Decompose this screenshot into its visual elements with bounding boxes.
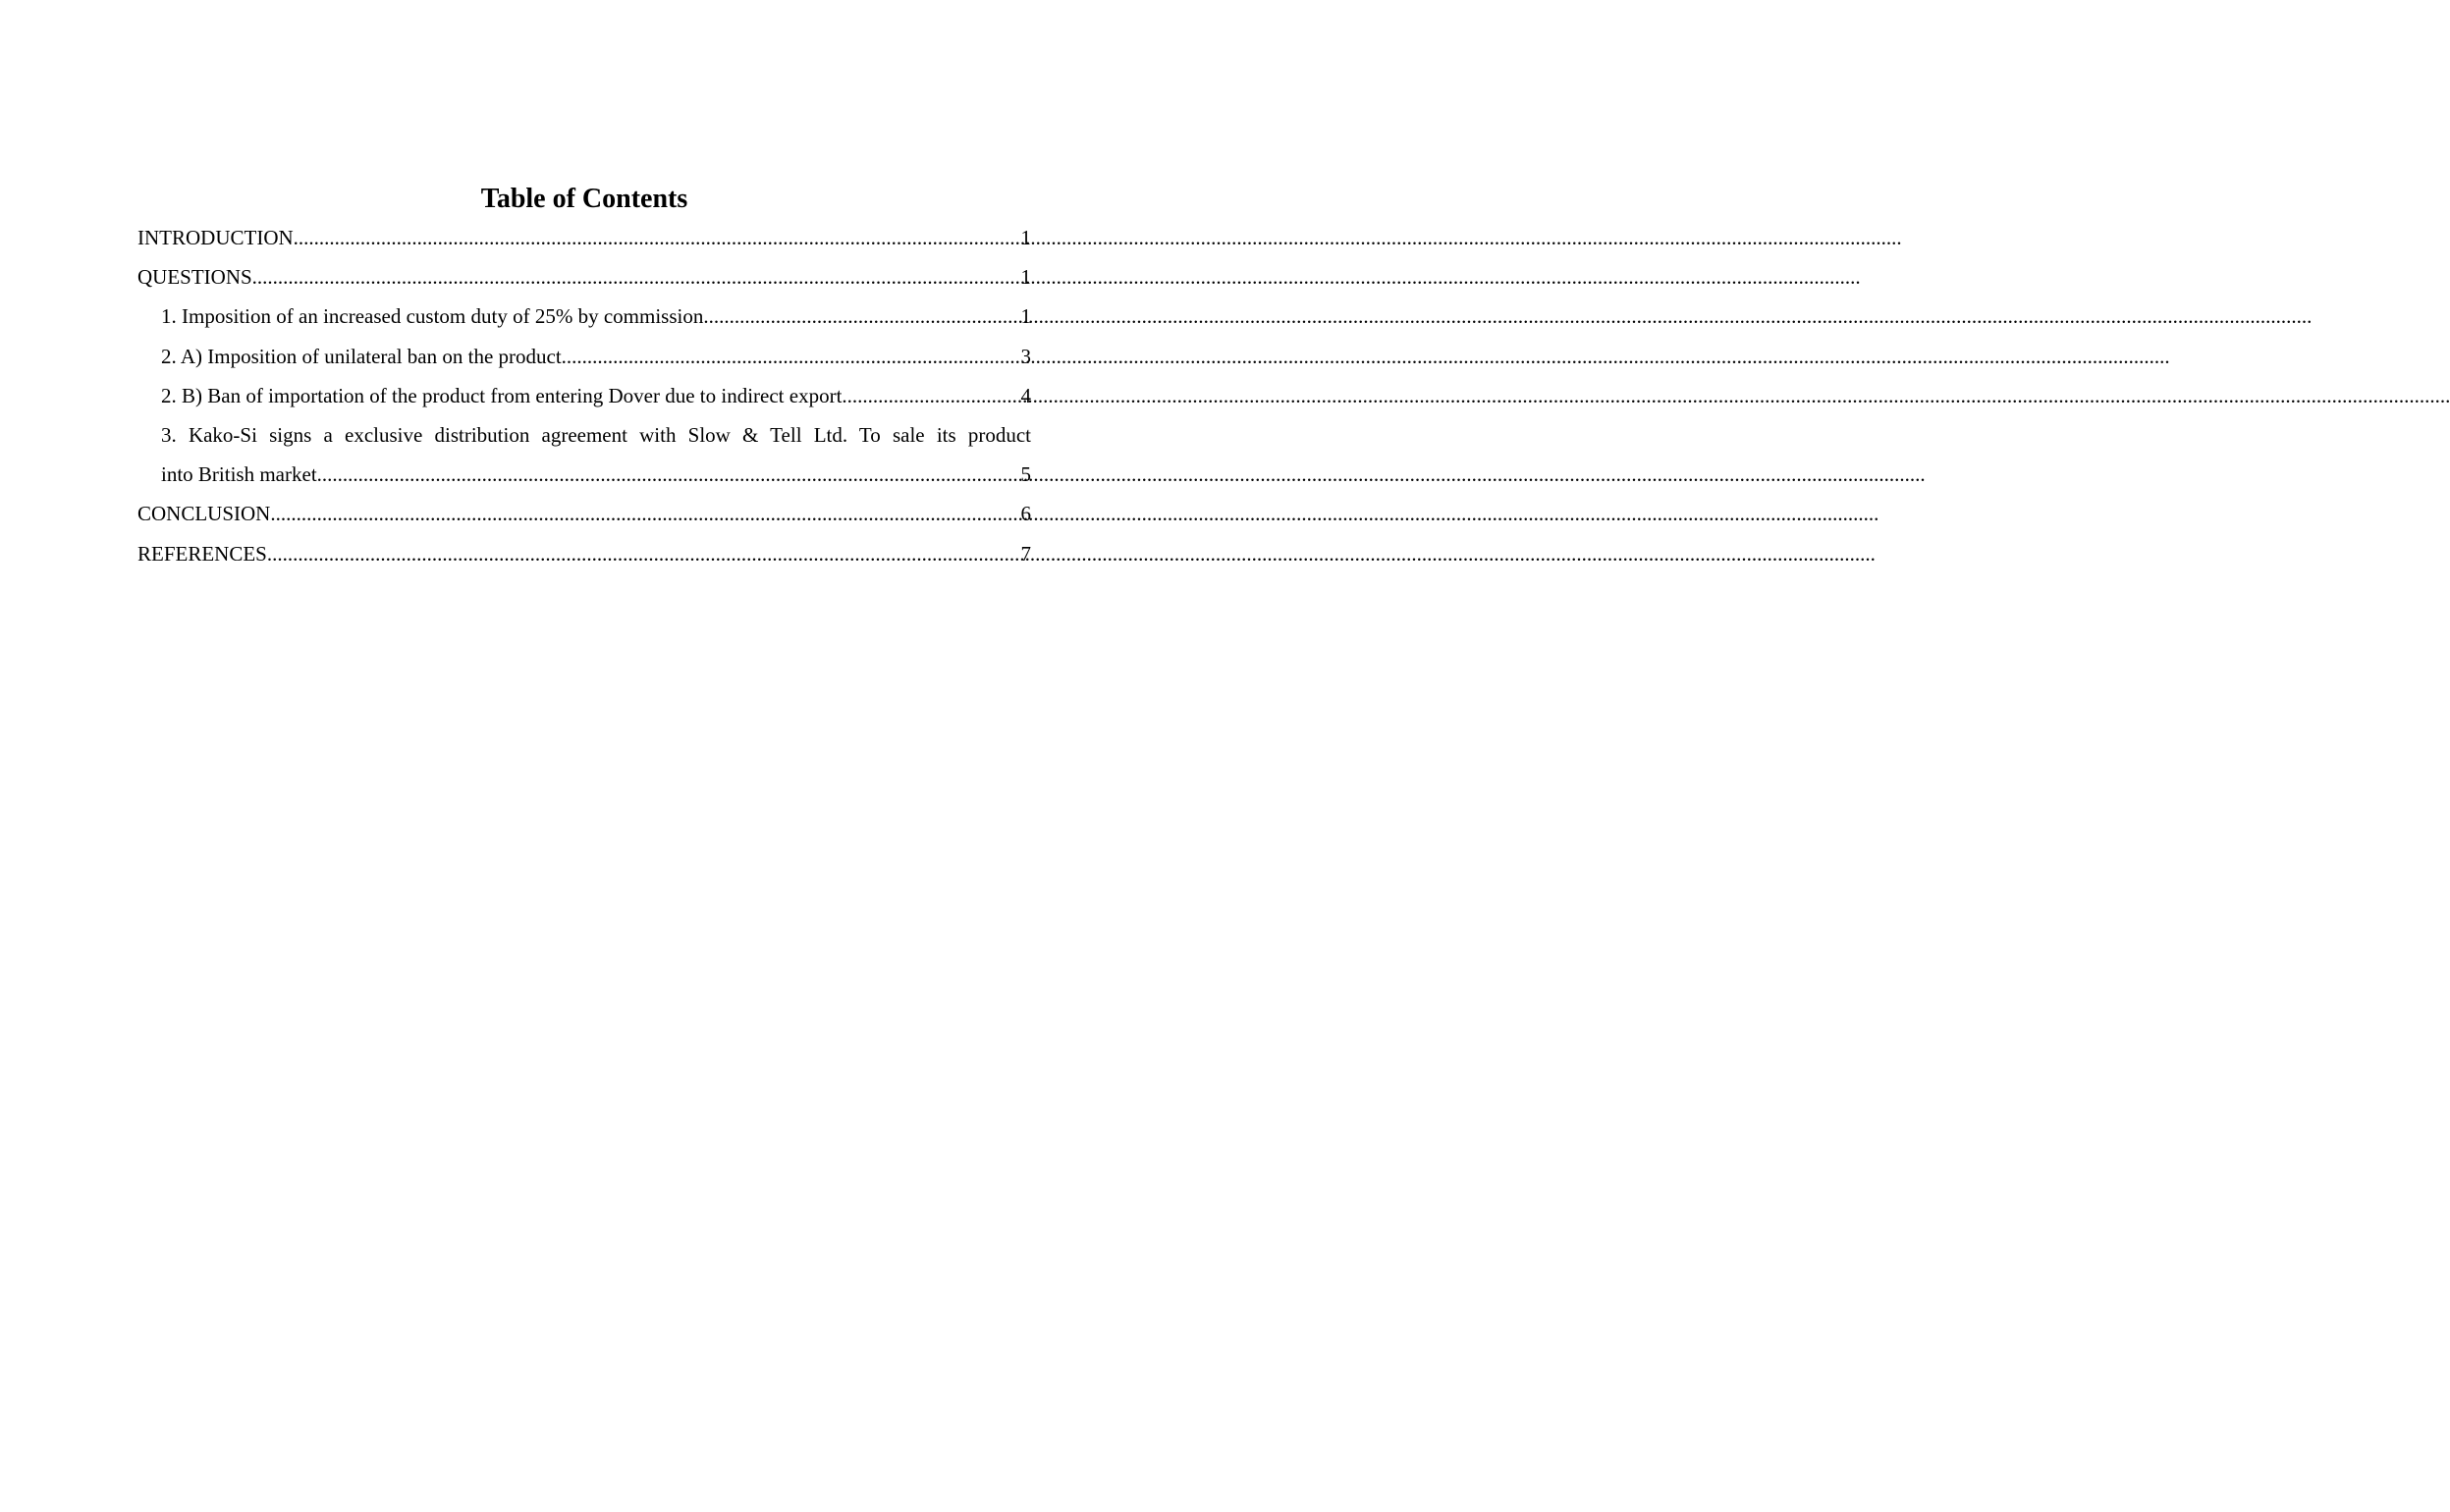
toc-entry-conclusion[interactable] <box>137 494 1031 533</box>
toc-entry-label: 2. A) Imposition of unilateral ban on the product <box>161 344 562 368</box>
toc-page-number: 7 <box>1020 541 1031 566</box>
toc-title: Table of Contents <box>480 184 688 214</box>
toc-list <box>137 218 1031 573</box>
table-of-contents <box>137 181 1031 573</box>
toc-dot-leader <box>562 337 1021 376</box>
toc-page-number: 6 <box>1020 502 1031 526</box>
toc-dot-leader <box>294 218 1021 257</box>
toc-dot-leader <box>267 534 1021 573</box>
toc-dot-leader <box>317 455 1021 494</box>
toc-entry-label-line-2: into British market <box>161 462 317 487</box>
toc-dot-leader <box>703 297 1020 336</box>
toc-dot-leader <box>842 376 1020 415</box>
toc-entry-question-1[interactable] <box>137 297 1031 336</box>
toc-dot-leader <box>270 494 1020 533</box>
toc-entry-label: INTRODUCTION <box>137 226 294 249</box>
toc-page-number: 5 <box>1020 462 1031 487</box>
toc-dot-leader <box>252 257 1021 297</box>
toc-entry-label: QUESTIONS <box>137 265 252 290</box>
toc-entry-label-line-1: 3. Kako-Si signs a exclusive distribution agreement with Slow & Tell Ltd. To sale its product <box>161 423 1031 448</box>
toc-page-number: 1 <box>1020 265 1031 290</box>
toc-entry-introduction[interactable] <box>137 218 1031 257</box>
toc-entry-label: 1. Imposition of an increased custom duty of 25% by commission <box>161 304 704 329</box>
toc-entry-question-2a[interactable] <box>137 337 1031 376</box>
document-page <box>0 0 1169 1512</box>
toc-page-number: 1 <box>1020 226 1031 249</box>
toc-entry-references[interactable] <box>137 534 1031 573</box>
toc-entry-label: 2. B) Ban of importation of the product from entering Dover due to indirect export <box>161 383 843 407</box>
toc-page-number: 1 <box>1020 304 1031 329</box>
toc-page-number: 3 <box>1020 344 1031 368</box>
toc-entry-question-2b[interactable] <box>137 376 1031 415</box>
toc-entry-label: CONCLUSION <box>137 502 271 526</box>
toc-entry-questions[interactable] <box>137 257 1031 297</box>
toc-entry-label: REFERENCES <box>137 541 267 566</box>
toc-entry-question-3[interactable] <box>137 415 1031 494</box>
toc-page-number: 4 <box>1020 383 1031 407</box>
